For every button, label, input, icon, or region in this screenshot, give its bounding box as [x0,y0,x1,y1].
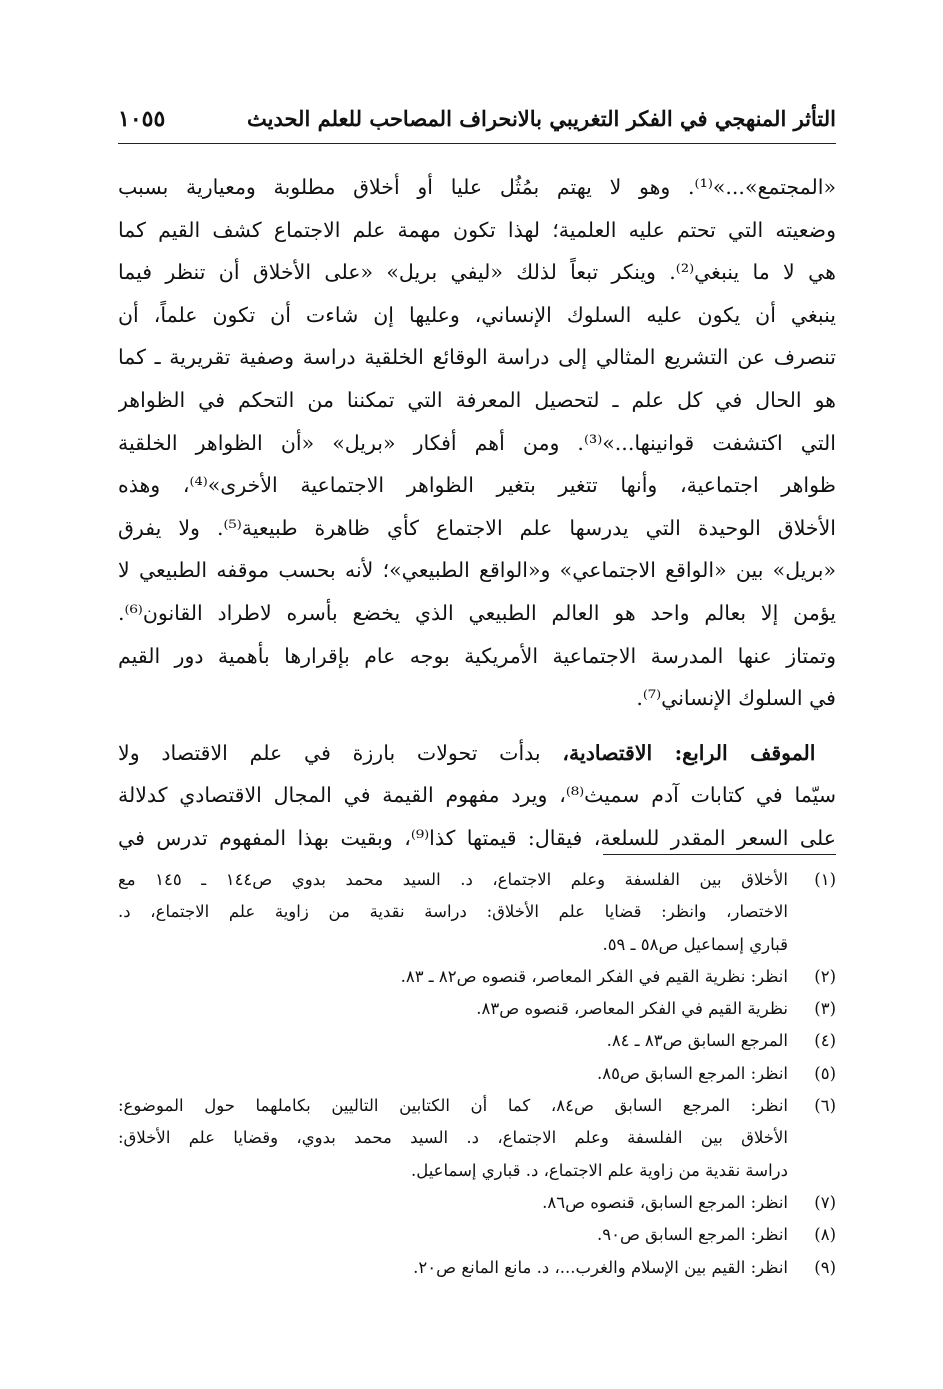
footnote [118,1252,836,1284]
footnotes [118,864,836,1284]
footnote-number: (١) [814,870,836,889]
footnote-number: (٤) [814,1031,836,1051]
text-line: التي اكتشفت قوانينها...»⁽³⁾. ومن أهم أفكار «بريل» «أن الظواهر الخلقية [118,430,836,455]
footnote-number: (٧) [814,1192,836,1212]
footnote-line: انظر: نظرية القيم في الفكر المعاصر، قنصوه ص٨٢ ـ ٨٣. [400,966,788,986]
footnote-line: انظر: المرجع السابق ص٨٤، كما أن الكتابين التاليين بكاملهما حول الموضوع: [118,1096,788,1116]
footnote [118,1187,836,1219]
text-line: هو الحال في كل علم ـ لتحصيل المعرفة التي تمكننا من التحكم في الظواهر [118,387,836,412]
footnote-line: الأخلاق بين الفلسفة وعلم الاجتماع، د. السيد محمد بدوي، وقضايا علم الأخلاق: [118,1128,788,1148]
footnote-number: (٦) [814,1096,836,1116]
footnote-number: (٣) [814,999,836,1019]
text-line: الأخلاق الوحيدة التي يدرسها علم الاجتماع كأي ظاهرة طبيعية⁽⁵⁾. ولا يفرق [118,515,836,540]
text-line: تنصرف عن التشريع المثالي إلى دراسة الوقائع الخلقية دراسة وصفية تقريرية ـ كما [118,345,836,370]
footnote-number: (٥) [814,1063,836,1083]
text-line: وضعيته التي تحتم عليه العلمية؛ لهذا تكون مهمة علم الاجتماع كشف القيم كما [118,217,836,242]
footnote [118,1025,836,1057]
footnote-line: نظرية القيم في الفكر المعاصر، قنصوه ص٨٣. [476,999,788,1019]
header-rule [118,143,836,144]
text-line: «بريل» بين «الواقع الاجتماعي» و«الواقع الطبيعي»؛ لأنه بحسب موقفه الطبيعي لا [118,558,836,583]
paragraph-gap [118,720,836,732]
text-line: سيّما في كتابات آدم سميث⁽⁸⁾، ويرد مفهوم القيمة في المجال الاقتصادي كدلالة [118,783,836,808]
text-line: ينبغي أن يكون عليه السلوك الإنساني، وعليها إن شاءت أن تكون علماً، أن [118,302,836,327]
footnote-line: الاختصار، وانظر: قضايا علم الأخلاق: دراسة نقدية من زاوية علم الاجتماع، د. [118,902,788,922]
text-line: في السلوك الإنساني⁽⁷⁾. [636,686,836,711]
footnote-line: انظر: المرجع السابق، قنصوه ص٨٦. [542,1192,788,1212]
footnote-line: دراسة نقدية من زاوية علم الاجتماع، د. قباري إسماعيل. [410,1160,788,1180]
body-text [118,166,836,860]
footnote-number: (٩) [814,1257,836,1277]
paragraph-2 [118,732,836,860]
footnote-number: (٨) [814,1225,836,1245]
footnote-line: المرجع السابق ص٨٣ ـ ٨٤. [606,1031,788,1051]
paragraph-1 [118,166,836,720]
section-lead: الموقف الرابع: الاقتصادية، [562,740,816,765]
footnote-number: (٢) [814,966,836,986]
text-line: يؤمن إلا بعالم واحد هو العالم الطبيعي الذي يخضع بأسره لاطراد القانون⁽⁶⁾. [118,600,836,625]
page-header [118,100,836,140]
text-run: بدأت تحولات بارزة في علم الاقتصاد ولا [118,740,563,765]
footnote [118,1058,836,1090]
footnote-line: انظر: القيم بين الإسلام والغرب...، د. مانع المانع ص٢٠. [413,1257,788,1277]
footnote [118,993,836,1025]
running-title: التأثر المنهجي في الفكر التغريبي بالانحراف المصاحب للعلم الحديث [247,106,836,131]
footnote [118,864,836,961]
footnote-line: الأخلاق بين الفلسفة وعلم الاجتماع، د. السيد محمد بدوي ص١٤٤ ـ ١٤٥ مع [118,870,788,889]
text-line: ظواهر اجتماعية، وأنها تتغير بتغير الظواهر الاجتماعية الأخرى»⁽⁴⁾، وهذه [118,473,836,498]
page-number: ١٠٥٥ [118,106,166,132]
text-line: «المجتمع»...»⁽¹⁾. وهو لا يهتم بمُثُل عليا أو أخلاق مطلوبة ومعيارية بسبب [118,175,836,199]
footnote-line: قباري إسماعيل ص٥٨ ـ ٥٩. [602,934,788,954]
text-line-with-heading [118,732,836,775]
text-line: هي لا ما ينبغي⁽²⁾. وينكر تبعاً لذلك «ليفي بريل» «على الأخلاق أن تنظر فيما [118,260,836,285]
footnote-line: انظر: المرجع السابق ص٩٠. [597,1225,788,1245]
footnote-line: انظر: المرجع السابق ص٨٥. [597,1063,788,1083]
text-line: وتمتاز عنها المدرسة الاجتماعية الأمريكية بوجه عام بإقرارها بأهمية دور القيم [118,643,836,668]
footnote [118,961,836,993]
footnote-separator [603,854,836,855]
text-line: على السعر المقدر للسلعة، فيقال: قيمتها كذا⁽⁹⁾، وبقيت بهذا المفهوم تدرس في [118,825,836,850]
footnote [118,1090,836,1187]
footnote [118,1219,836,1251]
